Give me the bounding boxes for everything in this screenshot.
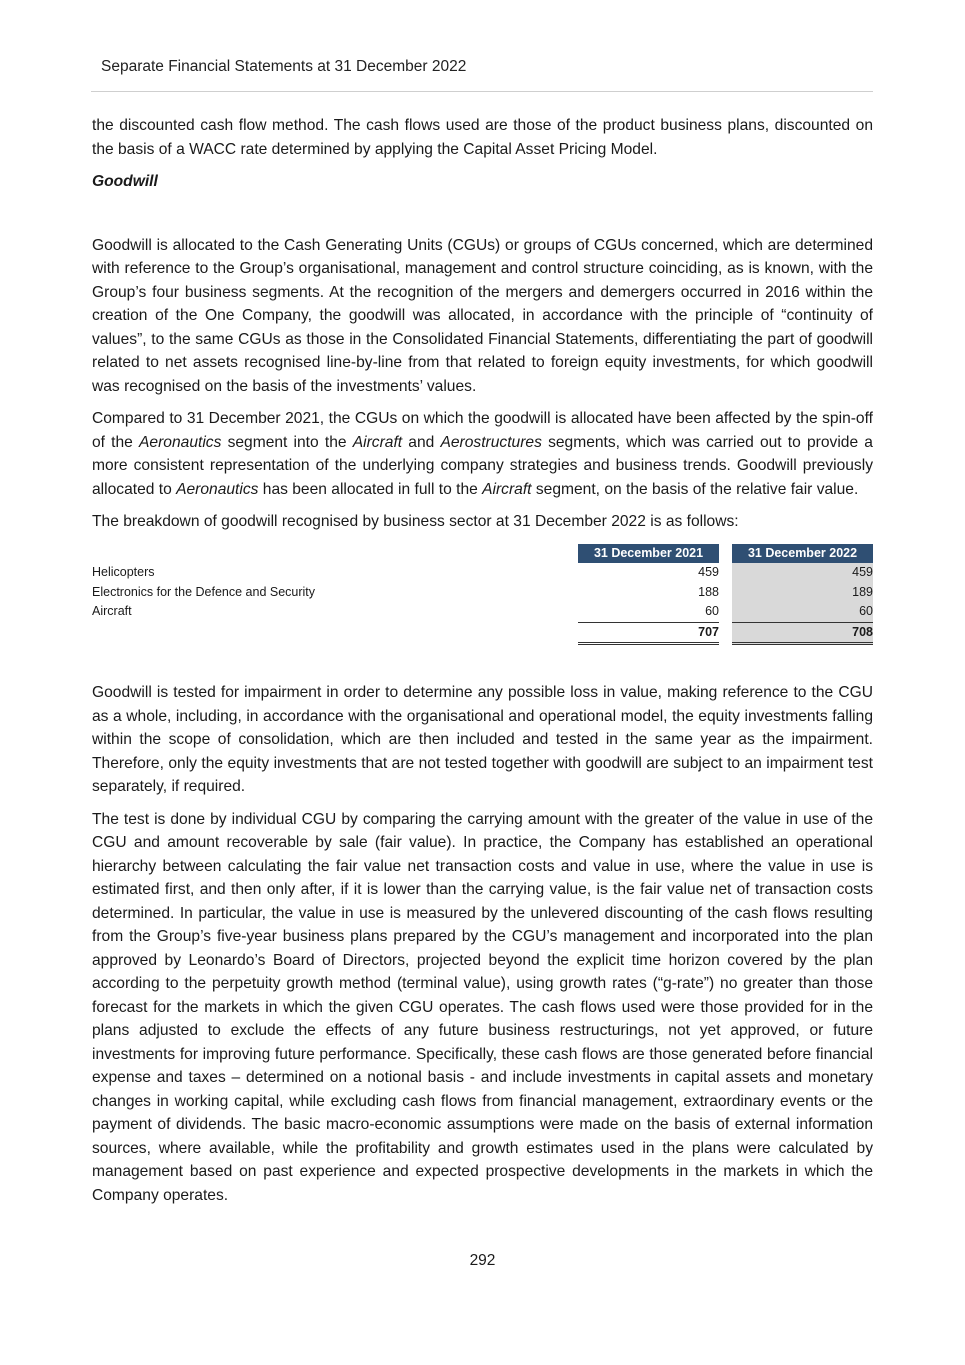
text-run: segment into the (221, 433, 353, 451)
text-run: has been allocated in full to the (258, 480, 483, 498)
impairment-paragraph-2: The test is done by individual CGU by comparing the carrying amount with the greater of the value in use of the CGU and amount recoverable by sale (fair value). In practice, the Company has established an operational hierarchy between calculating the fair value net transaction costs and value in use, where the value in use is estimated first, and then only after, if it is lower than the carrying value, is the fair value net of transaction costs determined. In particular, the value in use is measured by the unlevered discounting of the cash flows resulting from the Group’s five-year business plans prepared by the CGU’s management and incorporated into the plan approved by Leonardo’s Board of Directors, projected beyond the explicit time horizon covered by the plan according to the perpetuity growth method (terminal value), using growth rates (“g-rate”) no greater than those forecast for the markets in which the given CGU operates. The cash flows used were those provided for in the plans adjusted to exclude the effects of any future business restructurings, not yet approved, or future investments for improving future performance. Specifically, these cash flows are those generated before financial expense and taxes – determined on a notional basis - and include investments in capital assets and monetary changes in working capital, while excluding cash flows from financial management, extraordinary events or the payment of dividends. The basic macro-economic assumptions were made on the basis of external information sources, where available, while the profitability and growth estimates used in the plans were calculated by management based on past experience and expected prospective developments in the markets in which the Company operates. (92, 810, 873, 1204)
row-label: Electronics for the Defence and Security (92, 584, 316, 599)
impairment-paragraph-1: Goodwill is tested for impairment in order to determine any possible loss in value, making reference to the CGU as a whole, including, in accordance with the organisational and operational model, the equity investments falling within the scope of consolidation, which are then included and tested in the same year as the impairment. Therefore, only the equity investments that are not tested together with goodwill are subject to an impairment test separately, if required. (92, 684, 873, 795)
column-header-2022: 31 December 2022 (732, 544, 873, 564)
header-divider (91, 91, 873, 92)
text-run: and (402, 433, 441, 451)
value-2022: 189 (732, 583, 873, 603)
total-2021: 707 (578, 622, 719, 644)
row-label: Helicopters (92, 565, 155, 579)
segment-name: Aeronautics (176, 480, 259, 498)
section-title-goodwill: Goodwill (92, 173, 158, 190)
page-body (92, 114, 873, 1216)
intro-paragraph: the discounted cash flow method. The cash flows used are those of the product business plans, discounted on the basis of a WACC rate determined by applying the Capital Asset Pricing Model. (92, 117, 873, 158)
column-header-2021: 31 December 2021 (578, 544, 719, 564)
page-number: 292 (469, 1252, 496, 1269)
text-run: segments, which was carried out to provide a more consistent representation of the underlying company strategies and business trends. Goodwill previously allocated to (92, 433, 873, 498)
segment-name: Aircraft (482, 480, 532, 498)
goodwill-table (92, 544, 873, 646)
value-2021: 188 (698, 584, 719, 599)
total-2022: 708 (732, 622, 873, 644)
text-run: Compared to 31 December 2021, the CGUs on which the goodwill is allocated have been affected by the spin-off of the (92, 410, 873, 451)
text-run: segment, on the basis of the relative fair value. (531, 480, 859, 498)
value-2022: 459 (732, 563, 873, 583)
value-2022: 60 (732, 602, 873, 622)
segment-name: Aircraft (352, 433, 403, 451)
header-label-cell (92, 544, 578, 564)
goodwill-paragraph-2 (92, 407, 873, 501)
table-row (92, 602, 873, 622)
table-total-row (92, 622, 873, 644)
table-row (92, 583, 873, 603)
row-label: Aircraft (92, 604, 132, 619)
value-2021: 459 (698, 565, 719, 579)
value-2021: 60 (705, 604, 719, 618)
goodwill-paragraph-1: Goodwill is allocated to the Cash Generating Units (CGUs) or groups of CGUs concerned, which are determined with reference to the Group’s organisational, management and control structure coinciding, as is known, with the Group’s four business segments. At the recognition of the mergers and demergers occurred in 2016 within the creation of the One Company, the goodwill was allocated, in accordance with the principle of “continuity of values”, to the same CGUs as those in the Consolidated Financial Statements, differentiating the part of goodwill related to net assets recognised line-by-line from that related to foreign equity investments, for which goodwill was recognised on the basis of the investments’ values. (92, 236, 873, 395)
table-header-row (92, 544, 873, 564)
goodwill-table-lead: The breakdown of goodwill recognised by business sector at 31 December 2022 is as follows: (92, 513, 739, 530)
running-header: Separate Financial Statements at 31 December 2022 (101, 58, 467, 75)
table-row (92, 563, 873, 583)
segment-name: Aeronautics (139, 433, 222, 451)
segment-name: Aerostructures (440, 433, 542, 451)
